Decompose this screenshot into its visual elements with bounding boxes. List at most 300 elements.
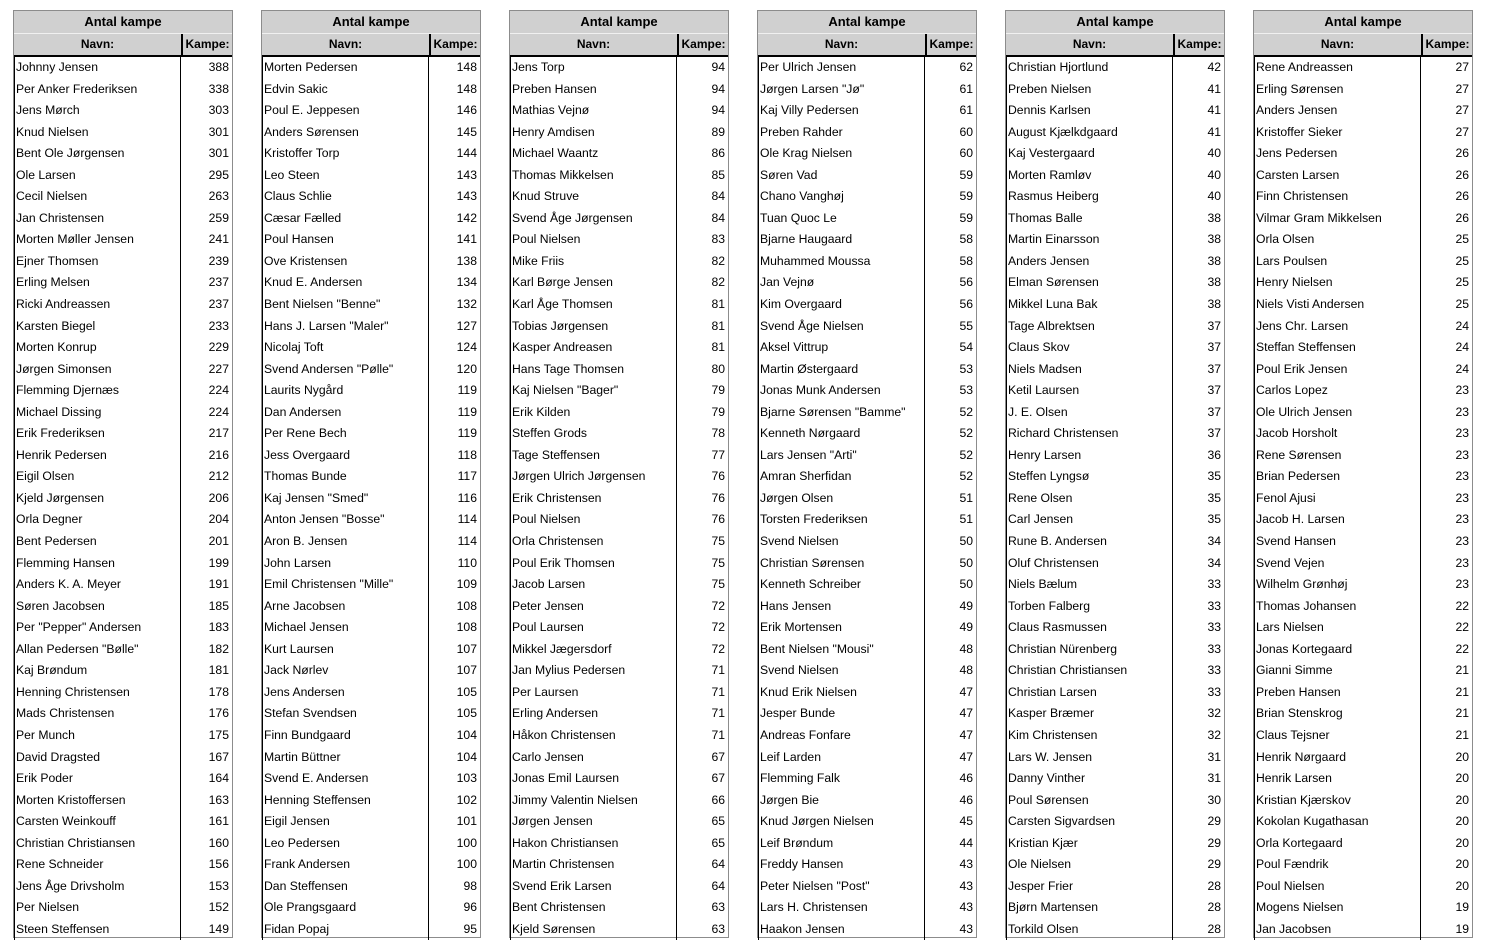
- games-count-cell[interactable]: 204: [180, 509, 232, 531]
- player-name-cell[interactable]: Bent Christensen: [510, 897, 676, 919]
- player-name-cell[interactable]: Torkild Olsen: [1006, 919, 1172, 941]
- games-count-cell[interactable]: 78: [676, 423, 728, 445]
- games-count-cell[interactable]: 164: [180, 768, 232, 790]
- player-name-cell[interactable]: Anders Sørensen: [262, 122, 428, 144]
- player-name-cell[interactable]: Per Munch: [14, 725, 180, 747]
- games-count-cell[interactable]: 29: [1172, 854, 1224, 876]
- games-count-cell[interactable]: 152: [180, 897, 232, 919]
- player-name-cell[interactable]: Kenneth Nørgaard: [758, 423, 924, 445]
- player-name-cell[interactable]: Mathias Vejnø: [510, 100, 676, 122]
- player-name-cell[interactable]: Christian Christiansen: [1006, 660, 1172, 682]
- games-count-cell[interactable]: 119: [428, 402, 480, 424]
- games-count-cell[interactable]: 201: [180, 531, 232, 553]
- player-name-cell[interactable]: Thomas Balle: [1006, 208, 1172, 230]
- player-name-cell[interactable]: Carsten Weinkouff: [14, 811, 180, 833]
- player-name-cell[interactable]: Preben Hansen: [510, 79, 676, 101]
- games-count-cell[interactable]: 37: [1172, 423, 1224, 445]
- games-count-cell[interactable]: 89: [676, 122, 728, 144]
- player-name-cell[interactable]: Leo Pedersen: [262, 833, 428, 855]
- player-name-cell[interactable]: Dan Steffensen: [262, 876, 428, 898]
- player-name-cell[interactable]: Thomas Mikkelsen: [510, 165, 676, 187]
- games-count-cell[interactable]: 41: [1172, 100, 1224, 122]
- games-count-cell[interactable]: 48: [924, 660, 976, 682]
- player-name-cell[interactable]: Rene Andreassen: [1254, 57, 1420, 79]
- player-name-cell[interactable]: Bent Ole Jørgensen: [14, 143, 180, 165]
- column-header-name[interactable]: Navn:: [80, 37, 115, 51]
- player-name-cell[interactable]: Ejner Thomsen: [14, 251, 180, 273]
- player-name-cell[interactable]: Johnny Jensen: [14, 57, 180, 79]
- games-count-cell[interactable]: 49: [924, 617, 976, 639]
- player-name-cell[interactable]: Svend Vejen: [1254, 553, 1420, 575]
- player-name-cell[interactable]: Amran Sherfidan: [758, 466, 924, 488]
- player-name-cell[interactable]: Henrik Pedersen: [14, 445, 180, 467]
- games-count-cell[interactable]: 58: [924, 251, 976, 273]
- games-count-cell[interactable]: 60: [924, 122, 976, 144]
- table-title[interactable]: Antal kampe: [1006, 10, 1224, 33]
- games-count-cell[interactable]: 102: [428, 790, 480, 812]
- games-count-cell[interactable]: 132: [428, 294, 480, 316]
- games-count-cell[interactable]: 138: [428, 251, 480, 273]
- player-name-cell[interactable]: Henry Amdisen: [510, 122, 676, 144]
- player-name-cell[interactable]: Christian Sørensen: [758, 553, 924, 575]
- games-count-cell[interactable]: 153: [180, 876, 232, 898]
- player-name-cell[interactable]: Jens Chr. Larsen: [1254, 316, 1420, 338]
- games-count-cell[interactable]: 52: [924, 402, 976, 424]
- games-count-cell[interactable]: 21: [1420, 703, 1472, 725]
- player-name-cell[interactable]: Leif Larden: [758, 747, 924, 769]
- column-header-name[interactable]: Navn:: [328, 37, 363, 51]
- player-name-cell[interactable]: Torben Falberg: [1006, 596, 1172, 618]
- games-count-cell[interactable]: 146: [428, 100, 480, 122]
- games-count-cell[interactable]: 116: [428, 488, 480, 510]
- player-name-cell[interactable]: Martin Christensen: [510, 854, 676, 876]
- games-count-cell[interactable]: 239: [180, 251, 232, 273]
- player-name-cell[interactable]: Henry Nielsen: [1254, 272, 1420, 294]
- games-count-cell[interactable]: 27: [1420, 79, 1472, 101]
- games-count-cell[interactable]: 110: [428, 553, 480, 575]
- player-name-cell[interactable]: Rasmus Heiberg: [1006, 186, 1172, 208]
- games-count-cell[interactable]: 263: [180, 186, 232, 208]
- player-name-cell[interactable]: Jens Pedersen: [1254, 143, 1420, 165]
- games-count-cell[interactable]: 47: [924, 747, 976, 769]
- player-name-cell[interactable]: Ole Prangsgaard: [262, 897, 428, 919]
- games-count-cell[interactable]: 107: [428, 639, 480, 661]
- games-count-cell[interactable]: 59: [924, 186, 976, 208]
- player-name-cell[interactable]: Aksel Vittrup: [758, 337, 924, 359]
- games-count-cell[interactable]: 82: [676, 272, 728, 294]
- player-name-cell[interactable]: Fenol Ajusi: [1254, 488, 1420, 510]
- games-count-cell[interactable]: 32: [1172, 703, 1224, 725]
- player-name-cell[interactable]: Preben Nielsen: [1006, 79, 1172, 101]
- player-name-cell[interactable]: Bjarne Haugaard: [758, 229, 924, 251]
- player-name-cell[interactable]: Lars Nielsen: [1254, 617, 1420, 639]
- games-count-cell[interactable]: 34: [1172, 553, 1224, 575]
- games-count-cell[interactable]: 50: [924, 553, 976, 575]
- player-name-cell[interactable]: Kasper Bræmer: [1006, 703, 1172, 725]
- games-count-cell[interactable]: 46: [924, 790, 976, 812]
- player-name-cell[interactable]: Erik Christensen: [510, 488, 676, 510]
- player-name-cell[interactable]: Carlos Lopez: [1254, 380, 1420, 402]
- games-count-cell[interactable]: 120: [428, 359, 480, 381]
- games-count-cell[interactable]: 27: [1420, 57, 1472, 79]
- player-name-cell[interactable]: Kim Overgaard: [758, 294, 924, 316]
- games-count-cell[interactable]: 41: [1172, 122, 1224, 144]
- player-name-cell[interactable]: Danny Vinther: [1006, 768, 1172, 790]
- games-count-cell[interactable]: 98: [428, 876, 480, 898]
- player-name-cell[interactable]: Ole Nielsen: [1006, 854, 1172, 876]
- games-count-cell[interactable]: 84: [676, 186, 728, 208]
- games-count-cell[interactable]: 19: [1420, 919, 1472, 941]
- player-name-cell[interactable]: Knud Jørgen Nielsen: [758, 811, 924, 833]
- player-name-cell[interactable]: Ole Krag Nielsen: [758, 143, 924, 165]
- games-count-cell[interactable]: 33: [1172, 639, 1224, 661]
- games-count-cell[interactable]: 24: [1420, 316, 1472, 338]
- games-count-cell[interactable]: 67: [676, 768, 728, 790]
- games-count-cell[interactable]: 35: [1172, 466, 1224, 488]
- games-count-cell[interactable]: 23: [1420, 402, 1472, 424]
- games-count-cell[interactable]: 38: [1172, 229, 1224, 251]
- games-count-cell[interactable]: 124: [428, 337, 480, 359]
- player-name-cell[interactable]: Henry Larsen: [1006, 445, 1172, 467]
- games-count-cell[interactable]: 61: [924, 79, 976, 101]
- player-name-cell[interactable]: Claus Skov: [1006, 337, 1172, 359]
- player-name-cell[interactable]: Henning Steffensen: [262, 790, 428, 812]
- player-name-cell[interactable]: Steen Steffensen: [14, 919, 180, 941]
- player-name-cell[interactable]: Svend Erik Larsen: [510, 876, 676, 898]
- player-name-cell[interactable]: Jonas Munk Andersen: [758, 380, 924, 402]
- games-count-cell[interactable]: 37: [1172, 359, 1224, 381]
- games-count-cell[interactable]: 227: [180, 359, 232, 381]
- player-name-cell[interactable]: Jess Overgaard: [262, 445, 428, 467]
- player-name-cell[interactable]: Jan Christensen: [14, 208, 180, 230]
- player-name-cell[interactable]: Kaj Brøndum: [14, 660, 180, 682]
- player-name-cell[interactable]: J. E. Olsen: [1006, 402, 1172, 424]
- games-count-cell[interactable]: 47: [924, 725, 976, 747]
- games-count-cell[interactable]: 127: [428, 316, 480, 338]
- player-name-cell[interactable]: Tuan Quoc Le: [758, 208, 924, 230]
- games-count-cell[interactable]: 30: [1172, 790, 1224, 812]
- games-count-cell[interactable]: 43: [924, 854, 976, 876]
- player-name-cell[interactable]: Wilhelm Grønhøj: [1254, 574, 1420, 596]
- player-name-cell[interactable]: Carsten Sigvardsen: [1006, 811, 1172, 833]
- player-name-cell[interactable]: Jonas Kortegaard: [1254, 639, 1420, 661]
- player-name-cell[interactable]: Rene Schneider: [14, 854, 180, 876]
- player-name-cell[interactable]: Richard Christensen: [1006, 423, 1172, 445]
- games-count-cell[interactable]: 54: [924, 337, 976, 359]
- table-title[interactable]: Antal kampe: [510, 10, 728, 33]
- games-count-cell[interactable]: 20: [1420, 790, 1472, 812]
- games-count-cell[interactable]: 119: [428, 380, 480, 402]
- player-name-cell[interactable]: Edvin Sakic: [262, 79, 428, 101]
- games-count-cell[interactable]: 31: [1172, 747, 1224, 769]
- games-count-cell[interactable]: 64: [676, 854, 728, 876]
- player-name-cell[interactable]: Ole Larsen: [14, 165, 180, 187]
- games-count-cell[interactable]: 71: [676, 682, 728, 704]
- player-name-cell[interactable]: Haakon Jensen: [758, 919, 924, 941]
- player-name-cell[interactable]: Claus Schlie: [262, 186, 428, 208]
- player-name-cell[interactable]: Leo Steen: [262, 165, 428, 187]
- player-name-cell[interactable]: Niels Madsen: [1006, 359, 1172, 381]
- games-count-cell[interactable]: 114: [428, 509, 480, 531]
- player-name-cell[interactable]: Karl Åge Thomsen: [510, 294, 676, 316]
- player-name-cell[interactable]: Henrik Nørgaard: [1254, 747, 1420, 769]
- column-header-name[interactable]: Navn:: [1320, 37, 1355, 51]
- player-name-cell[interactable]: Jesper Bunde: [758, 703, 924, 725]
- player-name-cell[interactable]: Kristoffer Sieker: [1254, 122, 1420, 144]
- player-name-cell[interactable]: Erik Poder: [14, 768, 180, 790]
- player-name-cell[interactable]: Poul Fændrik: [1254, 854, 1420, 876]
- player-name-cell[interactable]: Knud Struve: [510, 186, 676, 208]
- player-name-cell[interactable]: Orla Degner: [14, 509, 180, 531]
- player-name-cell[interactable]: Bent Nielsen "Benne": [262, 294, 428, 316]
- player-name-cell[interactable]: Svend Andersen "Pølle": [262, 359, 428, 381]
- table-title[interactable]: Antal kampe: [758, 10, 976, 33]
- games-count-cell[interactable]: 45: [924, 811, 976, 833]
- games-count-cell[interactable]: 75: [676, 574, 728, 596]
- games-count-cell[interactable]: 160: [180, 833, 232, 855]
- player-name-cell[interactable]: Per Laursen: [510, 682, 676, 704]
- games-count-cell[interactable]: 104: [428, 725, 480, 747]
- player-name-cell[interactable]: Svend E. Andersen: [262, 768, 428, 790]
- player-name-cell[interactable]: Kenneth Schreiber: [758, 574, 924, 596]
- player-name-cell[interactable]: Christian Hjortlund: [1006, 57, 1172, 79]
- games-count-cell[interactable]: 33: [1172, 682, 1224, 704]
- games-count-cell[interactable]: 20: [1420, 768, 1472, 790]
- player-name-cell[interactable]: Mikkel Jægersdorf: [510, 639, 676, 661]
- player-name-cell[interactable]: Martin Einarsson: [1006, 229, 1172, 251]
- games-count-cell[interactable]: 63: [676, 919, 728, 941]
- player-name-cell[interactable]: Erik Kilden: [510, 402, 676, 424]
- player-name-cell[interactable]: Kristian Kjær: [1006, 833, 1172, 855]
- games-count-cell[interactable]: 29: [1172, 833, 1224, 855]
- games-count-cell[interactable]: 56: [924, 294, 976, 316]
- player-name-cell[interactable]: Per Anker Frederiksen: [14, 79, 180, 101]
- games-count-cell[interactable]: 23: [1420, 445, 1472, 467]
- games-count-cell[interactable]: 114: [428, 531, 480, 553]
- games-count-cell[interactable]: 27: [1420, 100, 1472, 122]
- player-name-cell[interactable]: Cæsar Fælled: [262, 208, 428, 230]
- player-name-cell[interactable]: Bent Nielsen "Mousi": [758, 639, 924, 661]
- player-name-cell[interactable]: Carlo Jensen: [510, 747, 676, 769]
- player-name-cell[interactable]: Steffen Grods: [510, 423, 676, 445]
- player-name-cell[interactable]: Erik Mortensen: [758, 617, 924, 639]
- player-name-cell[interactable]: Poul Hansen: [262, 229, 428, 251]
- player-name-cell[interactable]: Tage Steffensen: [510, 445, 676, 467]
- player-name-cell[interactable]: Mogens Nielsen: [1254, 897, 1420, 919]
- player-name-cell[interactable]: Jørgen Bie: [758, 790, 924, 812]
- player-name-cell[interactable]: Claus Rasmussen: [1006, 617, 1172, 639]
- games-count-cell[interactable]: 50: [924, 531, 976, 553]
- games-count-cell[interactable]: 134: [428, 272, 480, 294]
- player-name-cell[interactable]: Erik Frederiksen: [14, 423, 180, 445]
- games-count-cell[interactable]: 107: [428, 660, 480, 682]
- games-count-cell[interactable]: 24: [1420, 337, 1472, 359]
- player-name-cell[interactable]: Knud Nielsen: [14, 122, 180, 144]
- player-name-cell[interactable]: Niels Visti Andersen: [1254, 294, 1420, 316]
- games-count-cell[interactable]: 81: [676, 316, 728, 338]
- player-name-cell[interactable]: Bjarne Sørensen "Bamme": [758, 402, 924, 424]
- player-name-cell[interactable]: Carl Jensen: [1006, 509, 1172, 531]
- player-name-cell[interactable]: Rene Olsen: [1006, 488, 1172, 510]
- games-count-cell[interactable]: 49: [924, 596, 976, 618]
- games-count-cell[interactable]: 117: [428, 466, 480, 488]
- games-count-cell[interactable]: 20: [1420, 833, 1472, 855]
- games-count-cell[interactable]: 72: [676, 617, 728, 639]
- games-count-cell[interactable]: 237: [180, 272, 232, 294]
- player-name-cell[interactable]: Torsten Frederiksen: [758, 509, 924, 531]
- games-count-cell[interactable]: 75: [676, 531, 728, 553]
- player-name-cell[interactable]: Lars H. Christensen: [758, 897, 924, 919]
- player-name-cell[interactable]: Svend Nielsen: [758, 660, 924, 682]
- games-count-cell[interactable]: 23: [1420, 531, 1472, 553]
- games-count-cell[interactable]: 29: [1172, 811, 1224, 833]
- player-name-cell[interactable]: Poul Erik Thomsen: [510, 553, 676, 575]
- games-count-cell[interactable]: 21: [1420, 660, 1472, 682]
- player-name-cell[interactable]: Steffan Steffensen: [1254, 337, 1420, 359]
- games-count-cell[interactable]: 60: [924, 143, 976, 165]
- player-name-cell[interactable]: Jørgen Olsen: [758, 488, 924, 510]
- games-count-cell[interactable]: 94: [676, 79, 728, 101]
- games-count-cell[interactable]: 76: [676, 488, 728, 510]
- games-count-cell[interactable]: 62: [924, 57, 976, 79]
- player-name-cell[interactable]: Kurt Laursen: [262, 639, 428, 661]
- games-count-cell[interactable]: 37: [1172, 316, 1224, 338]
- games-count-cell[interactable]: 26: [1420, 143, 1472, 165]
- games-count-cell[interactable]: 33: [1172, 660, 1224, 682]
- games-count-cell[interactable]: 224: [180, 402, 232, 424]
- player-name-cell[interactable]: Finn Bundgaard: [262, 725, 428, 747]
- player-name-cell[interactable]: Eigil Olsen: [14, 466, 180, 488]
- games-count-cell[interactable]: 22: [1420, 617, 1472, 639]
- column-header-games[interactable]: Kampe:: [1421, 34, 1472, 55]
- player-name-cell[interactable]: Leif Brøndum: [758, 833, 924, 855]
- player-name-cell[interactable]: Stefan Svendsen: [262, 703, 428, 725]
- player-name-cell[interactable]: Anders Jensen: [1006, 251, 1172, 273]
- games-count-cell[interactable]: 185: [180, 596, 232, 618]
- games-count-cell[interactable]: 58: [924, 229, 976, 251]
- player-name-cell[interactable]: Anton Jensen "Bosse": [262, 509, 428, 531]
- games-count-cell[interactable]: 148: [428, 57, 480, 79]
- games-count-cell[interactable]: 67: [676, 747, 728, 769]
- games-count-cell[interactable]: 103: [428, 768, 480, 790]
- games-count-cell[interactable]: 119: [428, 423, 480, 445]
- games-count-cell[interactable]: 163: [180, 790, 232, 812]
- games-count-cell[interactable]: 83: [676, 229, 728, 251]
- player-name-cell[interactable]: Peter Nielsen "Post": [758, 876, 924, 898]
- player-name-cell[interactable]: Kaj Vestergaard: [1006, 143, 1172, 165]
- player-name-cell[interactable]: Poul Laursen: [510, 617, 676, 639]
- player-name-cell[interactable]: Erling Sørensen: [1254, 79, 1420, 101]
- games-count-cell[interactable]: 33: [1172, 617, 1224, 639]
- player-name-cell[interactable]: Orla Olsen: [1254, 229, 1420, 251]
- player-name-cell[interactable]: Flemming Falk: [758, 768, 924, 790]
- games-count-cell[interactable]: 19: [1420, 897, 1472, 919]
- games-count-cell[interactable]: 33: [1172, 574, 1224, 596]
- player-name-cell[interactable]: Preben Rahder: [758, 122, 924, 144]
- player-name-cell[interactable]: Jørgen Larsen "Jø": [758, 79, 924, 101]
- games-count-cell[interactable]: 104: [428, 747, 480, 769]
- games-count-cell[interactable]: 81: [676, 294, 728, 316]
- column-header-name[interactable]: Navn:: [576, 37, 611, 51]
- games-count-cell[interactable]: 338: [180, 79, 232, 101]
- player-name-cell[interactable]: Kristoffer Torp: [262, 143, 428, 165]
- player-name-cell[interactable]: Håkon Christensen: [510, 725, 676, 747]
- player-name-cell[interactable]: Tobias Jørgensen: [510, 316, 676, 338]
- games-count-cell[interactable]: 183: [180, 617, 232, 639]
- player-name-cell[interactable]: Kasper Andreasen: [510, 337, 676, 359]
- games-count-cell[interactable]: 143: [428, 186, 480, 208]
- games-count-cell[interactable]: 64: [676, 876, 728, 898]
- games-count-cell[interactable]: 199: [180, 553, 232, 575]
- player-name-cell[interactable]: Mike Friis: [510, 251, 676, 273]
- games-count-cell[interactable]: 26: [1420, 208, 1472, 230]
- games-count-cell[interactable]: 24: [1420, 359, 1472, 381]
- player-name-cell[interactable]: Christian Christiansen: [14, 833, 180, 855]
- games-count-cell[interactable]: 81: [676, 337, 728, 359]
- games-count-cell[interactable]: 43: [924, 919, 976, 941]
- player-name-cell[interactable]: Kristian Kjærskov: [1254, 790, 1420, 812]
- player-name-cell[interactable]: Søren Jacobsen: [14, 596, 180, 618]
- games-count-cell[interactable]: 40: [1172, 186, 1224, 208]
- games-count-cell[interactable]: 105: [428, 703, 480, 725]
- games-count-cell[interactable]: 43: [924, 876, 976, 898]
- games-count-cell[interactable]: 76: [676, 466, 728, 488]
- games-count-cell[interactable]: 65: [676, 833, 728, 855]
- games-count-cell[interactable]: 28: [1172, 876, 1224, 898]
- games-count-cell[interactable]: 42: [1172, 57, 1224, 79]
- column-header-games[interactable]: Kampe:: [925, 34, 976, 55]
- games-count-cell[interactable]: 23: [1420, 380, 1472, 402]
- games-count-cell[interactable]: 46: [924, 768, 976, 790]
- player-name-cell[interactable]: Kaj Villy Pedersen: [758, 100, 924, 122]
- player-name-cell[interactable]: Brian Pedersen: [1254, 466, 1420, 488]
- table-title[interactable]: Antal kampe: [1254, 10, 1472, 33]
- player-name-cell[interactable]: Carsten Larsen: [1254, 165, 1420, 187]
- games-count-cell[interactable]: 23: [1420, 488, 1472, 510]
- games-count-cell[interactable]: 63: [676, 897, 728, 919]
- player-name-cell[interactable]: Jack Nørlev: [262, 660, 428, 682]
- player-name-cell[interactable]: Poul E. Jeppesen: [262, 100, 428, 122]
- games-count-cell[interactable]: 176: [180, 703, 232, 725]
- games-count-cell[interactable]: 143: [428, 165, 480, 187]
- player-name-cell[interactable]: Eigil Jensen: [262, 811, 428, 833]
- games-count-cell[interactable]: 20: [1420, 747, 1472, 769]
- player-name-cell[interactable]: Rene Sørensen: [1254, 445, 1420, 467]
- player-name-cell[interactable]: Ricki Andreassen: [14, 294, 180, 316]
- player-name-cell[interactable]: Svend Hansen: [1254, 531, 1420, 553]
- games-count-cell[interactable]: 40: [1172, 165, 1224, 187]
- games-count-cell[interactable]: 38: [1172, 294, 1224, 316]
- games-count-cell[interactable]: 26: [1420, 165, 1472, 187]
- player-name-cell[interactable]: Svend Åge Jørgensen: [510, 208, 676, 230]
- player-name-cell[interactable]: Morten Pedersen: [262, 57, 428, 79]
- player-name-cell[interactable]: Morten Konrup: [14, 337, 180, 359]
- games-count-cell[interactable]: 32: [1172, 725, 1224, 747]
- games-count-cell[interactable]: 28: [1172, 897, 1224, 919]
- games-count-cell[interactable]: 142: [428, 208, 480, 230]
- games-count-cell[interactable]: 23: [1420, 574, 1472, 596]
- games-count-cell[interactable]: 23: [1420, 553, 1472, 575]
- games-count-cell[interactable]: 71: [676, 703, 728, 725]
- player-name-cell[interactable]: Allan Pedersen "Bølle": [14, 639, 180, 661]
- games-count-cell[interactable]: 71: [676, 725, 728, 747]
- player-name-cell[interactable]: Knud Erik Nielsen: [758, 682, 924, 704]
- games-count-cell[interactable]: 44: [924, 833, 976, 855]
- player-name-cell[interactable]: Jonas Emil Laursen: [510, 768, 676, 790]
- player-name-cell[interactable]: Martin Østergaard: [758, 359, 924, 381]
- games-count-cell[interactable]: 144: [428, 143, 480, 165]
- games-count-cell[interactable]: 80: [676, 359, 728, 381]
